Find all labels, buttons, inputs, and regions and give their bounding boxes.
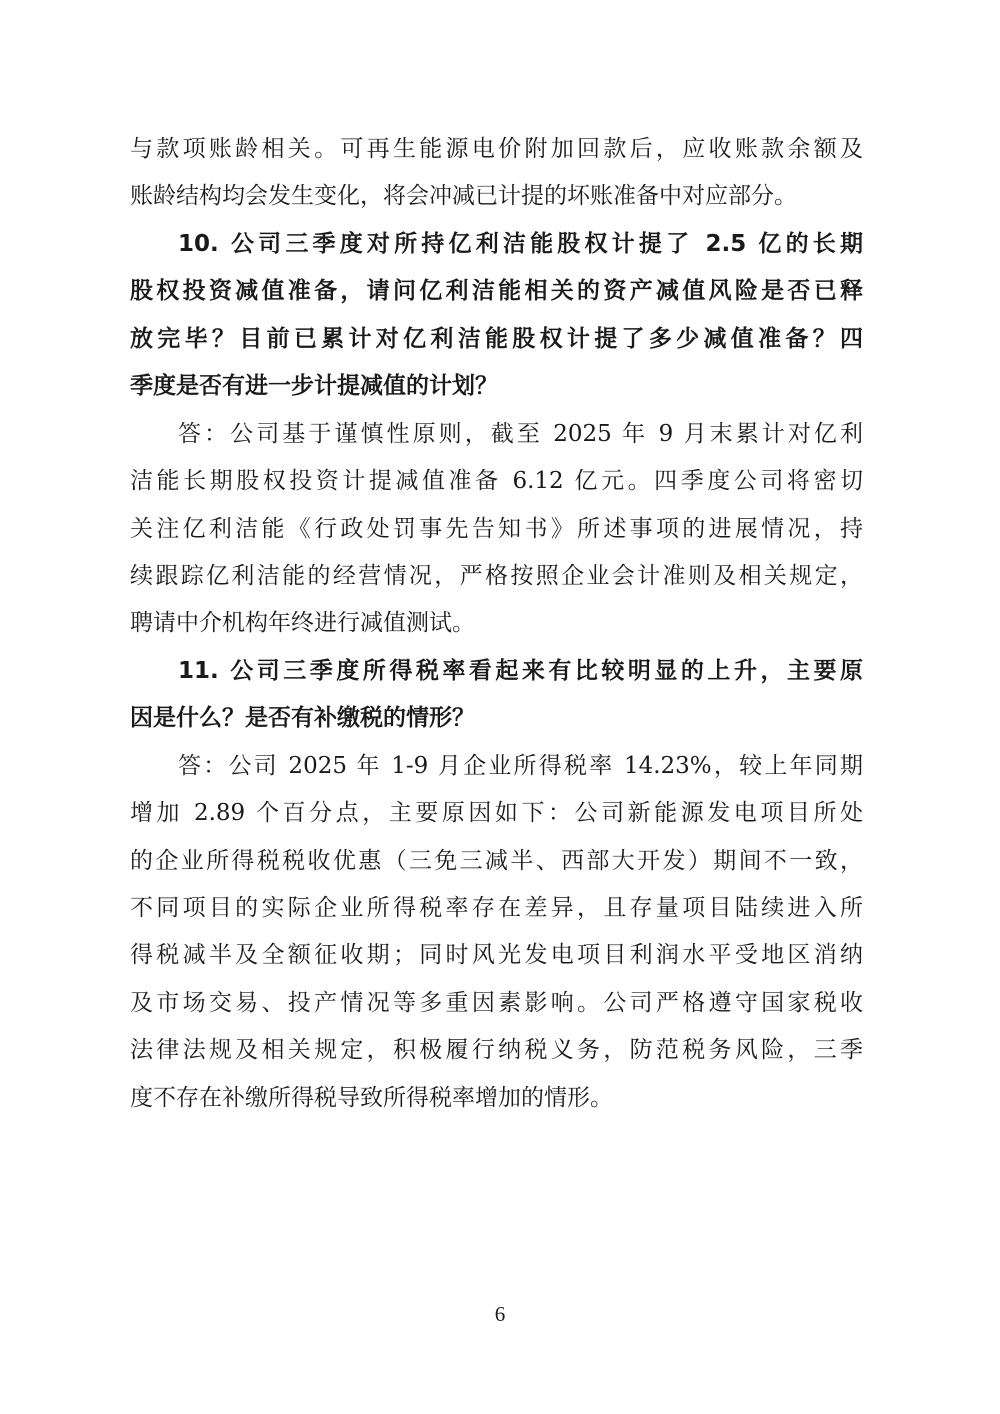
answer-11-text: 得税减半及全额征收期；同时风光发电项目利润水平受地区消纳: [130, 942, 863, 969]
answer-11-text: 不同项目的实际企业所得税率存在差异，且存量项目陆续进入所: [130, 895, 863, 921]
answer-10-text: 续跟踪亿利洁能的经营情况，严格按照企业会计准则及相关规定，: [130, 562, 863, 589]
question-10-heading: 10. 公司三季度对所持亿利洁能股权计提了 2.5 亿的长期: [178, 230, 863, 257]
question-11-heading: 11. 公司三季度所得税率看起来有比较明显的上升，主要原: [178, 657, 863, 684]
answer-10-text: 洁能长期股权投资计提减值准备 6.12 亿元。四季度公司将密切: [130, 468, 863, 495]
answer-10-text: 答：公司基于谨慎性原则，截至 2025 年 9 月末累计对亿利: [178, 420, 863, 447]
text-line: 与款项账龄相关。可再生能源电价附加回款后，应收账款余额及: [130, 136, 863, 162]
answer-11-text: 及市场交易、投产情况等多重因素影响。公司严格遵守国家税收: [130, 989, 863, 1016]
document-body: [130, 126, 863, 1122]
question-10-heading: 放完毕？目前已累计对亿利洁能股权计提了多少减值准备？四: [130, 325, 863, 352]
answer-11-text: 法律法规及相关规定，积极履行纳税义务，防范税务风险，三季: [130, 1037, 863, 1064]
question-10-heading: 季度是否有进一步计提减值的计划？: [130, 373, 498, 400]
text-line: 账龄结构均会发生变化，将会冲减已计提的坏账准备中对应部分。: [130, 183, 797, 210]
answer-11-text: 度不存在补缴所得税导致所得税率增加的情形。: [130, 1084, 613, 1111]
question-10-heading: 股权投资减值准备，请问亿利洁能相关的资产减值风险是否已释: [130, 278, 863, 305]
answer-11-text: 的企业所得税税收优惠（三免三减半、西部大开发）期间不一致，: [130, 847, 863, 874]
page-number: 6: [494, 1302, 506, 1326]
answer-10-text: 关注亿利洁能《行政处罚事先告知书》所述事项的进展情况，持: [130, 515, 863, 542]
answer-10-text: 聘请中介机构年终进行减值测试。: [130, 610, 475, 637]
answer-11-text: 答：公司 2025 年 1-9 月企业所得税率 14.23%，较上年同期: [178, 752, 863, 779]
answer-11-text: 增加 2.89 个百分点，主要原因如下：公司新能源发电项目所处: [130, 800, 863, 827]
question-11-heading: 因是什么？是否有补缴税的情形？: [130, 705, 475, 732]
